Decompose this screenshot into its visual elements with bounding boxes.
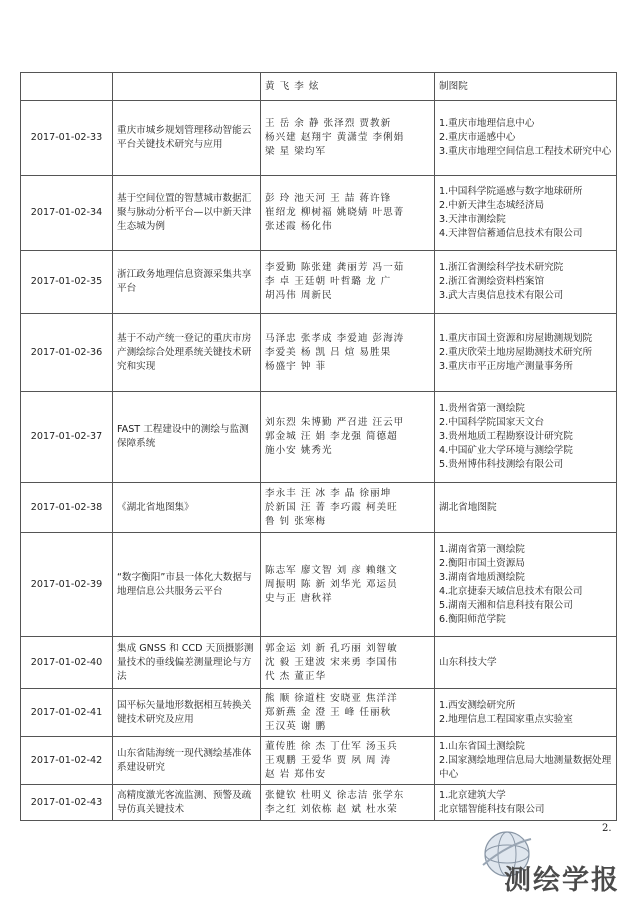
- person-line: 刘东烈 朱博勤 严召进 汪云甲: [265, 417, 405, 428]
- table-row: [21, 785, 617, 821]
- org-line: 湖北省地图院: [439, 501, 497, 513]
- table-row: [21, 251, 617, 314]
- row-people: [261, 101, 435, 176]
- row-orgs: [435, 251, 617, 314]
- row-people: [261, 392, 435, 483]
- row-orgs: [435, 737, 617, 785]
- org-line: 6.衡阳师范学院: [439, 613, 506, 625]
- row-orgs: [435, 73, 617, 101]
- person-line: 马泽忠 张孝成 李爱迪 彭海涛: [265, 332, 405, 344]
- table-row: [21, 737, 617, 785]
- person-line: 陈志军 廖文智 刘 彦 赖继文: [265, 564, 398, 576]
- row-code: 2017-01-02-39: [21, 533, 113, 637]
- row-title: 《湖北省地图集》: [113, 483, 261, 533]
- row-people: [261, 314, 435, 392]
- org-line: 2.重庆市遥感中心: [439, 132, 516, 143]
- row-orgs: [435, 533, 617, 637]
- person-line: 王观鹏 王爱华 贾 夙 周 涛: [265, 754, 392, 766]
- person-line: 沈 毅 王建波 宋来勇 李国伟: [265, 656, 398, 668]
- person-line: 李之红 刘依栋 赵 斌 杜水荣: [265, 803, 398, 815]
- org-line: 1.北京建筑大学: [439, 789, 506, 801]
- row-people: [261, 737, 435, 785]
- row-title: 基于空间位置的智慧城市数据汇聚与脉动分析平台—以中新天津生态城为例: [113, 176, 261, 251]
- row-orgs: [435, 392, 617, 483]
- row-orgs: [435, 637, 617, 689]
- org-line: 1.西安测绘研究所: [439, 699, 516, 711]
- person-line: 施小安 姚秀光: [265, 445, 333, 456]
- org-line: 5.湖南天湘和信息科技有限公司: [439, 599, 573, 611]
- org-line: 1.湖南省第一测绘院: [439, 543, 525, 555]
- row-code: 2017-01-02-35: [21, 251, 113, 314]
- person-line: 胡冯伟 周新民: [265, 290, 333, 301]
- row-code: [21, 73, 113, 101]
- person-line: 张述霞 杨化伟: [265, 221, 333, 232]
- person-line: 赵 岩 郑伟安: [265, 768, 327, 780]
- person-line: 董传胜 徐 杰 丁仕军 汤玉兵: [265, 740, 398, 752]
- row-title: 山东省陆海统一现代测绘基准体系建设研究: [113, 737, 261, 785]
- org-line: 1.中国科学院遥感与数字地球研所: [439, 186, 583, 197]
- person-line: 张健钦 杜明义 徐志洁 张学东: [265, 789, 405, 801]
- row-code: 2017-01-02-43: [21, 785, 113, 821]
- person-line: 鲁 钊 张寒梅: [265, 515, 327, 527]
- org-line: 3.湖南省地质测绘院: [439, 571, 525, 583]
- org-line: 4.天津智信蓄通信息技术有限公司: [439, 228, 583, 239]
- row-people: [261, 176, 435, 251]
- table-row: [21, 483, 617, 533]
- person-line: 郭金运 刘 新 孔巧丽 刘智敏: [265, 642, 398, 654]
- row-title: 高精度激光客流监测、预警及疏导仿真关键技术: [113, 785, 261, 821]
- org-line: 北京镭智能科技有限公司: [439, 803, 545, 815]
- row-title: “数字衡阳”市县一体化大数据与地理信息公共服务云平台: [113, 533, 261, 637]
- org-line: 制图院: [439, 80, 468, 92]
- row-title: 基于不动产统一登记的重庆市房产测绘综合处理系统关键技术研究和实现: [113, 314, 261, 392]
- row-code: 2017-01-02-37: [21, 392, 113, 483]
- person-line: 杨盛宇 钟 菲: [265, 360, 327, 372]
- org-line: 2.浙江省测绘资料档案馆: [439, 276, 545, 287]
- row-orgs: [435, 101, 617, 176]
- person-line: 李爱美 杨 凯 吕 煊 易胜果: [265, 346, 392, 358]
- person-line: 李 卓 王廷朝 叶哲璐 龙 广: [265, 276, 392, 287]
- org-line: 2.国家测绘地理信息局大地测量数据处理中心: [439, 754, 612, 780]
- table-row: [21, 637, 617, 689]
- row-title: 浙江政务地理信息资源采集共享平台: [113, 251, 261, 314]
- row-people: [261, 785, 435, 821]
- table-row: [21, 73, 617, 101]
- row-title: FAST 工程建设中的测绘与监测保障系统: [113, 392, 261, 483]
- org-line: 3.武大吉奥信息技术有限公司: [439, 290, 564, 301]
- journal-watermark: [476, 829, 626, 899]
- person-line: 杨兴建 赵翔宇 黄潇莹 李俐娟: [265, 132, 405, 143]
- page-number: 2.: [602, 823, 612, 834]
- org-line: 5.贵州博伟科技测绘有限公司: [439, 459, 564, 470]
- row-orgs: [435, 483, 617, 533]
- person-line: 郭金城 汪 娟 李龙强 简德超: [265, 431, 398, 442]
- person-line: 黄 飞 李 炫: [265, 80, 320, 92]
- row-people: [261, 73, 435, 101]
- org-line: 3.天津市测绘院: [439, 214, 506, 225]
- person-line: 代 杰 董正华: [265, 670, 327, 682]
- org-line: 4.中国矿业大学环境与测绘学院: [439, 445, 573, 456]
- person-line: 郑新燕 金 澄 王 峰 任丽秋: [265, 706, 392, 718]
- table-row: [21, 101, 617, 176]
- org-line: 1.重庆市地理信息中心: [439, 118, 535, 129]
- row-title: 重庆市城乡规划管理移动智能云平台关键技术研究与应用: [113, 101, 261, 176]
- org-line: 2.地理信息工程国家重点实验室: [439, 713, 573, 725]
- row-people: [261, 533, 435, 637]
- org-line: 2.重庆欣荣土地房屋勘测技术研究所: [439, 346, 593, 358]
- row-people: [261, 689, 435, 737]
- table-row: [21, 533, 617, 637]
- row-code: 2017-01-02-34: [21, 176, 113, 251]
- row-code: 2017-01-02-33: [21, 101, 113, 176]
- table-row: [21, 392, 617, 483]
- person-line: 熊 顺 徐道柱 安晓亚 焦洋洋: [265, 692, 398, 704]
- row-orgs: [435, 785, 617, 821]
- org-line: 1.浙江省测绘科学技术研究院: [439, 262, 564, 273]
- row-code: 2017-01-02-40: [21, 637, 113, 689]
- person-line: 崔绍龙 柳树福 姚晓婧 叶思菁: [265, 207, 405, 218]
- org-line: 2.中新天津生态城经济局: [439, 200, 545, 211]
- org-line: 2.中国科学院国家天文台: [439, 417, 545, 428]
- person-line: 史与正 唐秋祥: [265, 592, 333, 604]
- row-title: 国平标矢量地形数据相互转换关键技术研究及应用: [113, 689, 261, 737]
- row-people: [261, 637, 435, 689]
- org-line: 4.北京捷泰天域信息技术有限公司: [439, 585, 583, 597]
- award-table: [20, 72, 617, 821]
- row-code: 2017-01-02-42: [21, 737, 113, 785]
- person-line: 於新国 汪 菁 李巧霞 柯美旺: [265, 501, 398, 513]
- table-row: [21, 689, 617, 737]
- row-code: 2017-01-02-38: [21, 483, 113, 533]
- org-line: 3.重庆市平正房地产测量事务所: [439, 360, 573, 372]
- org-line: 1.贵州省第一测绘院: [439, 403, 525, 414]
- person-line: 李爱勤 陈张建 龚丽芳 冯一茹: [265, 262, 405, 273]
- row-people: [261, 483, 435, 533]
- row-title: [113, 73, 261, 101]
- row-people: [261, 251, 435, 314]
- row-code: 2017-01-02-36: [21, 314, 113, 392]
- person-line: 周振明 陈 新 刘华光 邓运员: [265, 578, 398, 590]
- row-orgs: [435, 176, 617, 251]
- org-line: 1.山东省国土测绘院: [439, 740, 525, 752]
- person-line: 李永丰 汪 冰 李 晶 徐丽坤: [265, 487, 392, 499]
- table-row: [21, 314, 617, 392]
- row-code: 2017-01-02-41: [21, 689, 113, 737]
- person-line: 梁 星 梁均军: [265, 146, 327, 157]
- table-row: [21, 176, 617, 251]
- row-title: 集成 GNSS 和 CCD 天顶摄影测量技术的垂线偏差测量理论与方法: [113, 637, 261, 689]
- org-line: 3.重庆市地理空间信息工程技术研究中心: [439, 146, 612, 157]
- org-line: 3.贵州地质工程勘察设计研究院: [439, 431, 573, 442]
- watermark-text: 测绘学报: [504, 865, 620, 896]
- person-line: 王汉英 谢 鹏: [265, 720, 327, 732]
- person-line: 彭 玲 池天河 王 喆 蒋许锋: [265, 193, 392, 204]
- row-orgs: [435, 689, 617, 737]
- org-line: 1.重庆市国土资源和房屋勘测规划院: [439, 332, 593, 344]
- person-line: 王 岳 余 静 张泽烈 贾教新: [265, 118, 392, 129]
- org-line: 山东科技大学: [439, 656, 497, 668]
- row-orgs: [435, 314, 617, 392]
- org-line: 2.衡阳市国土资源局: [439, 557, 525, 569]
